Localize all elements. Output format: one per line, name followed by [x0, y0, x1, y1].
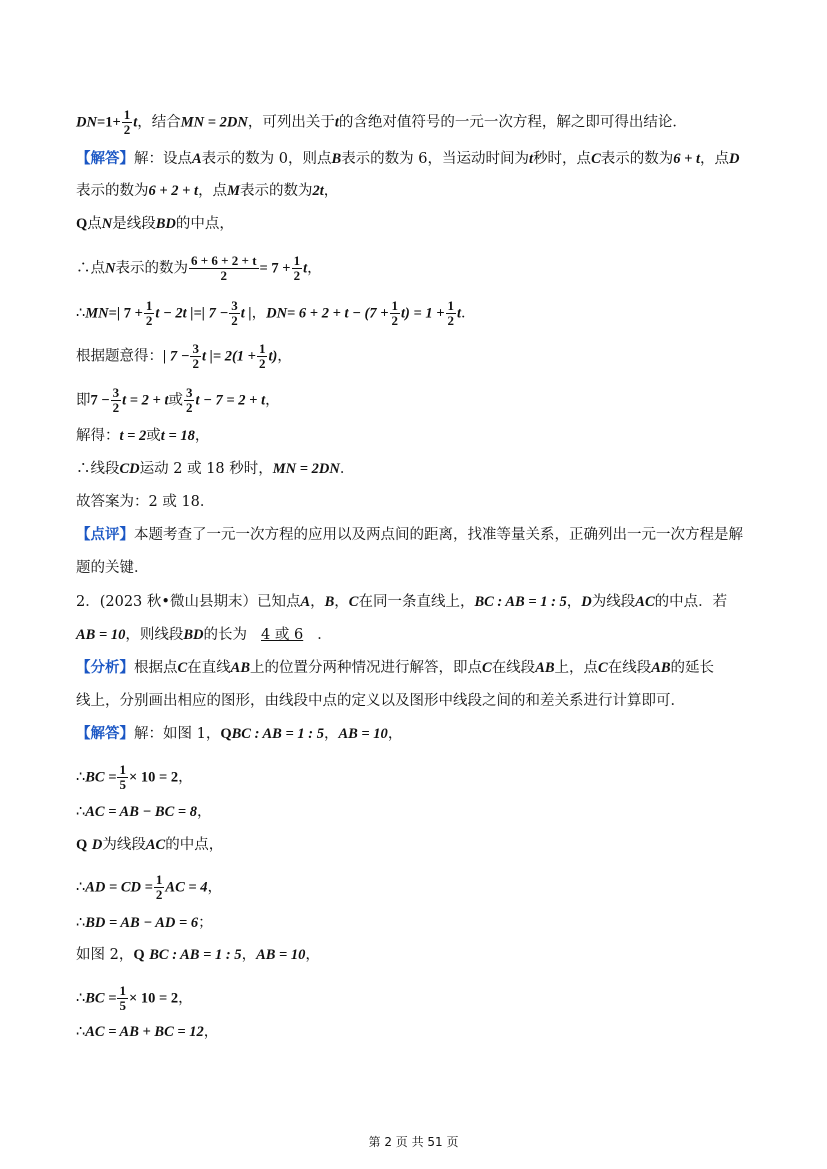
solution-line-7: 如图 2，Q BC : AB = 1 : 5，AB = 10，: [76, 947, 320, 963]
fraction: $\frac{1}{5}$: [119, 762, 126, 792]
text-line-6: ∴MN=| 7 + $\frac{1}{2}$ t − 2t |=| 7 − $\frac{3}{2}$ t |，DN= 6 + 2 + t − (7 + $\frac{1}{2}$ t) = 1 + $\frac{1}{2}$ t．: [76, 298, 476, 328]
comment-tag: 【点评】: [76, 526, 134, 543]
text-line-8: 即7 − $\frac{3}{2}$ t = 2 + t或 $\frac{3}{2}$ t − 7 = 2 + t，: [76, 385, 280, 415]
text-line-10: ∴线段CD运动 2 或 18 秒时，MN = 2DN．: [76, 461, 355, 477]
fraction: $\frac{1}{5}$: [119, 983, 126, 1013]
text-line-1: DN=1+ $\frac{1}{2}$ t，结合MN = 2DN，可列出关于t的含绝对值符号的一元一次方程，解之即可得出结论．: [76, 107, 687, 137]
solution-line-3: ∴AC = AB − BC = 8，: [76, 804, 212, 820]
question-2-line-2: AB = 10，则线段BD的长为 4 或 6 ．: [76, 627, 332, 643]
fraction: $\frac{3}{2}$: [231, 298, 238, 328]
analysis-line-1: 【分析】根据点C在直线AB上的位置分两种情况进行解答，即点C在线段AB上，点C在线段AB的延长: [76, 659, 715, 676]
answer-tag: 【解答】: [76, 725, 134, 742]
solution-line-1: 【解答】解：如图 1，QBC : AB = 1 : 5，AB = 10，: [76, 725, 403, 742]
fraction: $\frac{1}{2}$: [145, 298, 153, 328]
text-line-7: 根据题意得：| 7 − $\frac{3}{2}$ t |= 2(1 + $\frac{1}{2}$ t)，: [76, 341, 292, 371]
text-line-11: 故答案为：2 或 18．: [76, 494, 215, 510]
answer-blank: 4 或 6: [261, 627, 304, 643]
fraction: $\frac{3}{2}$: [192, 341, 199, 371]
solution-line-6: ∴BD = AB − AD = 6；: [76, 915, 213, 931]
fraction: $\frac{1}{2}$: [123, 107, 131, 137]
solution-line-2: ∴BC = $\frac{1}{5}$ × 10 = 2，: [76, 762, 193, 792]
fraction: $\frac{1}{2}$: [258, 341, 266, 371]
text-line-2: 【解答】解：设点A表示的数为 0，则点B表示的数为 6，当运动时间为t秒时，点C表示的数为6 + t，点D: [76, 150, 740, 167]
fraction: $\frac{1}{2}$: [155, 872, 163, 902]
solution-line-4: Q D为线段AC的中点，: [76, 837, 224, 853]
fraction: $\frac{6 + 6 + 2 + t}{2}$: [190, 253, 257, 283]
analysis-line-2: 线上，分别画出相应的图形，由线段中点的定义以及图形中线段之间的和差关系进行计算即可．: [76, 693, 685, 709]
fraction: $\frac{3}{2}$: [185, 385, 193, 415]
page-footer: 第 2 页 共 51 页: [368, 1135, 459, 1149]
text-line-4: Q点N是线段BD的中点，: [76, 216, 234, 232]
text-line-5: ∴点N表示的数为 $\frac{6 + 6 + 2 + t}{2}$ = 7 + $\frac{1}{2}$ t，: [76, 253, 322, 283]
fraction: $\frac{3}{2}$: [112, 385, 120, 415]
text-line-9: 解得：t = 2或t = 18，: [76, 428, 210, 444]
solution-line-5: ∴AD = CD = $\frac{1}{2}$ AC = 4，: [76, 872, 223, 902]
fraction: $\frac{1}{2}$: [293, 253, 301, 283]
question-2-line-1: 2．(2023 秋•微山县期末）已知点A，B，C在同一条直线上，BC : AB = 1 : 5，D为线段AC的中点．若: [76, 594, 728, 610]
fraction: $\frac{1}{2}$: [447, 298, 455, 328]
solution-line-9: ∴AC = AB + BC = 12，: [76, 1024, 219, 1040]
analysis-tag: 【分析】: [76, 659, 134, 676]
fraction: $\frac{1}{2}$: [391, 298, 398, 328]
answer-tag: 【解答】: [76, 150, 134, 167]
text-line-12: 【点评】本题考查了一元一次方程的应用以及两点间的距离，找准等量关系，正确列出一元一次方程是解: [76, 526, 743, 543]
text-line-13: 题的关键．: [76, 560, 149, 576]
solution-line-8: ∴BC = $\frac{1}{5}$ × 10 = 2，: [76, 983, 193, 1013]
text-line-3: 表示的数为6 + 2 + t，点M表示的数为2t，: [76, 183, 339, 199]
